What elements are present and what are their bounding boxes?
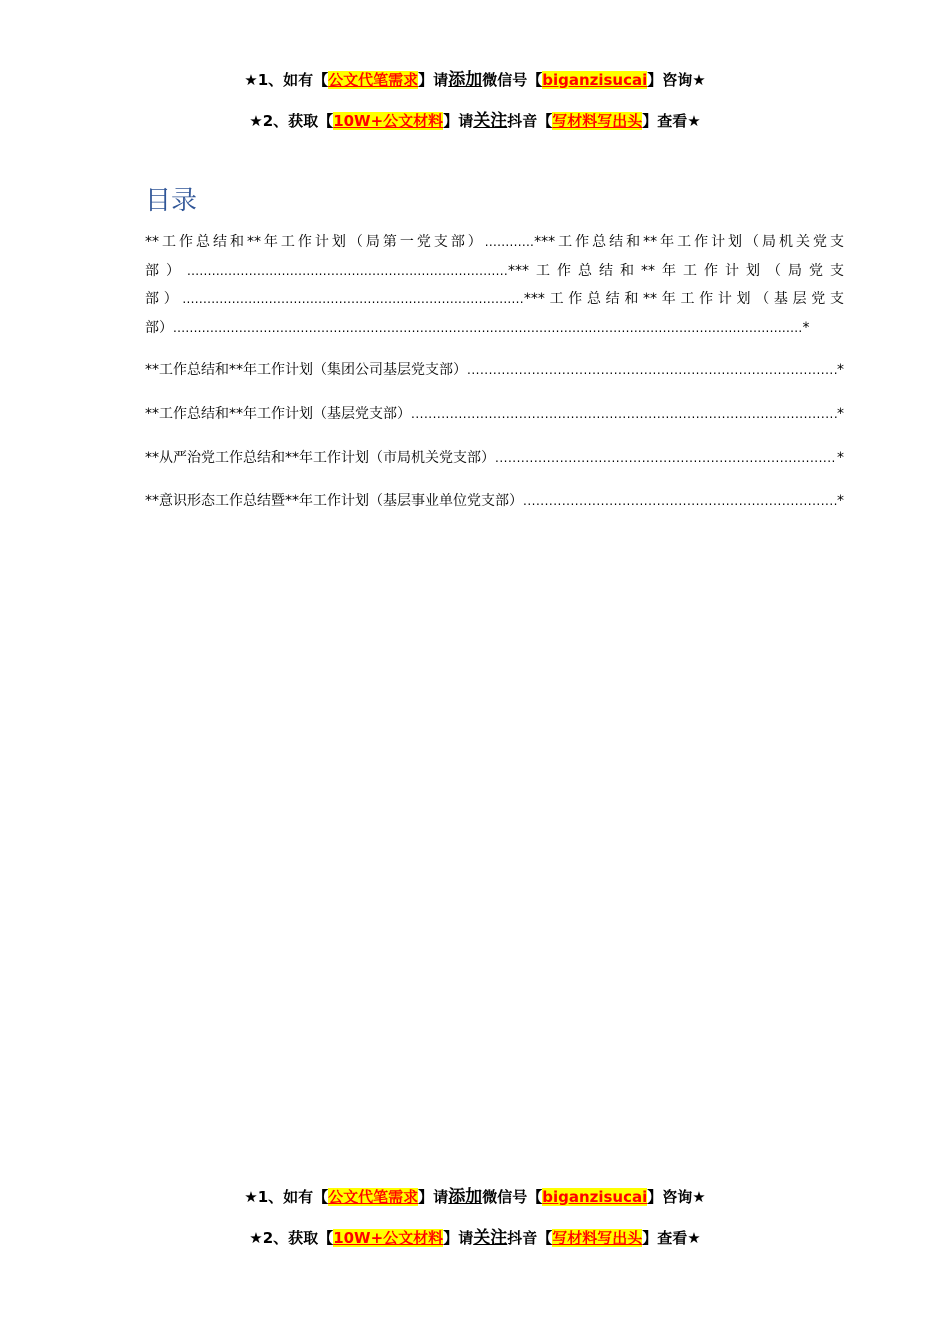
toc-leader: .............................................................................. [187, 263, 508, 278]
banner-text: 抖音【 [507, 1229, 553, 1247]
highlight-douyin-id: 写材料写出头 [552, 112, 643, 130]
toc-entry-title[interactable]: **工作总结和**年工作计划（局第一党支部） [145, 234, 485, 250]
toc-leader [467, 359, 837, 381]
highlight-service: 公文代笔需求 [328, 1188, 419, 1206]
highlight-materials: 10W+公文材料 [333, 112, 444, 130]
emphasis-text: 关注 [473, 1228, 508, 1248]
toc-leader [523, 490, 837, 512]
toc-leader [495, 447, 837, 469]
toc-entry-title: **工作总结和**年工作计划（集团公司基层党支部） [145, 362, 467, 378]
emphasis-text: 关注 [473, 111, 508, 131]
toc-entry[interactable] [145, 447, 844, 469]
toc-entry-title: **从严治党工作总结和**年工作计划（市局机关党支部） [145, 450, 495, 466]
banner-line-2 [0, 1228, 950, 1248]
toc-entry[interactable] [145, 403, 844, 425]
emphasis-text: 添加 [448, 70, 483, 90]
toc-leader: ................................................................................... [182, 292, 524, 306]
toc-merged-block [145, 228, 844, 342]
highlight-materials: 10W+公文材料 [333, 1229, 444, 1247]
toc-entry-title[interactable]: **工作总结和**年工作计划（基层党支部） [145, 291, 845, 336]
banner-text: 】咨询★ [647, 1188, 706, 1206]
toc-heading: 目录 [145, 186, 198, 216]
toc-entry-title: **工作总结和**年工作计划（基层党支部） [145, 406, 411, 422]
highlight-service: 公文代笔需求 [328, 71, 419, 89]
banner-text: 】请 [418, 1188, 449, 1206]
toc-page-number: * [802, 319, 810, 336]
toc-leader: ............ [484, 235, 535, 249]
banner-text: 微信号【 [482, 71, 543, 89]
banner-text: ★1、如有【 [244, 71, 329, 89]
toc-page-number: * [837, 362, 844, 378]
toc-entry-title: **意识形态工作总结暨**年工作计划（基层事业单位党支部） [145, 493, 523, 509]
toc-page-number: * [837, 450, 844, 466]
highlight-wechat-id: biganzisucai [542, 71, 648, 89]
toc-entry[interactable] [145, 359, 844, 381]
banner-text: 】咨询★ [647, 71, 706, 89]
banner-text: 】查看★ [642, 112, 701, 130]
toc-leader [411, 403, 837, 425]
emphasis-text: 添加 [448, 1187, 483, 1207]
toc-page-number: * [507, 262, 515, 279]
toc-page-number: * [523, 291, 531, 307]
banner-text: 抖音【 [507, 112, 553, 130]
banner-text: 】请 [443, 1229, 474, 1247]
toc-page-number: * [837, 493, 844, 509]
toc-leader: ......................................................................................................................................................... [173, 320, 803, 335]
toc-page-number: * [837, 406, 844, 422]
toc-entry-title[interactable]: **工作总结和**年工作计划（局党支部） [145, 262, 845, 307]
banner-line-2 [0, 111, 950, 131]
banner-text: ★2、获取【 [249, 112, 334, 130]
banner-text: 】请 [418, 71, 449, 89]
toc-page-number: * [534, 234, 542, 250]
banner-text: 】请 [443, 112, 474, 130]
banner-text: 】查看★ [642, 1229, 701, 1247]
banner-line-1 [0, 1187, 950, 1207]
highlight-douyin-id: 写材料写出头 [552, 1229, 643, 1247]
toc-entry-title[interactable]: **工作总结和**年工作计划（局机关党支部） [145, 234, 844, 279]
banner-text: ★1、如有【 [244, 1188, 329, 1206]
toc-entry[interactable] [145, 490, 844, 512]
highlight-wechat-id: biganzisucai [542, 1188, 648, 1206]
banner-text: ★2、获取【 [249, 1229, 334, 1247]
banner-line-1 [0, 70, 950, 90]
banner-text: 微信号【 [482, 1188, 543, 1206]
